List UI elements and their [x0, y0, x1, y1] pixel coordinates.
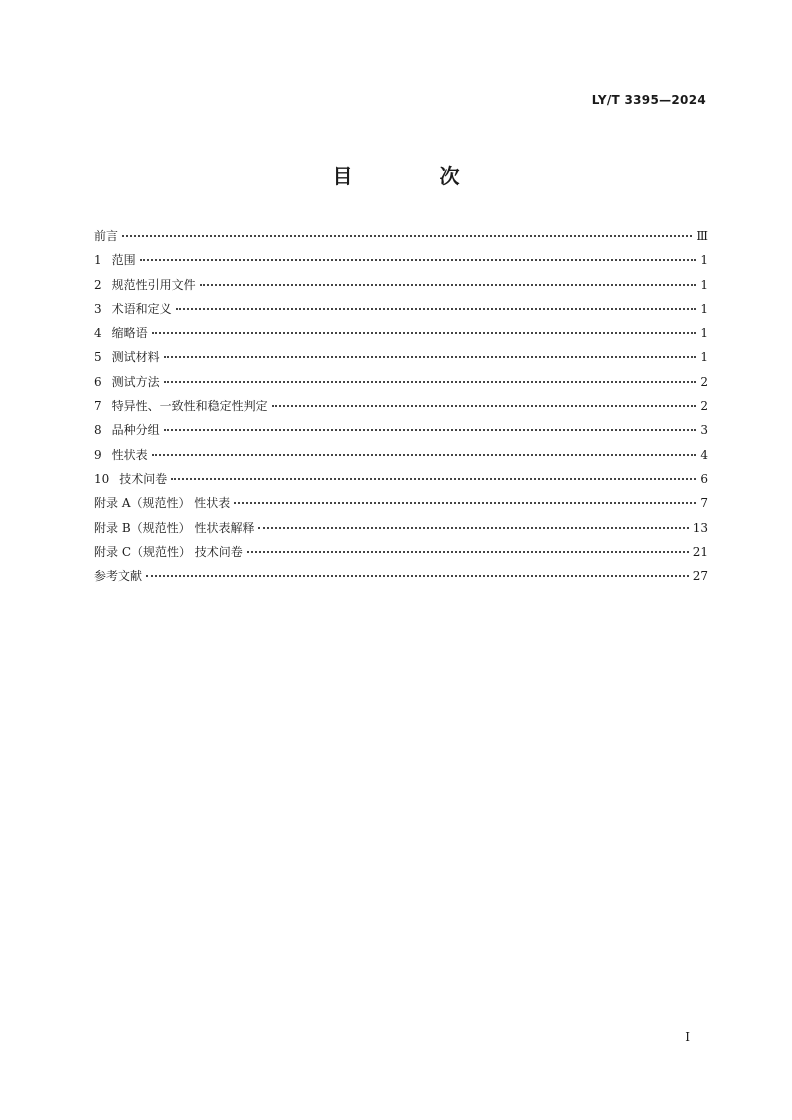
toc-entry-7[interactable] [94, 396, 708, 420]
toc-entry-label [94, 323, 148, 343]
toc-leader-dots [164, 355, 696, 358]
toc-entry-label [94, 396, 268, 416]
toc-entry-label [94, 347, 160, 367]
toc-entry-page: 7 [700, 496, 708, 511]
toc-entry-number: 10 [94, 471, 110, 486]
toc-entry-text: 技术问卷 [119, 471, 168, 486]
toc-entry-label [94, 299, 172, 319]
toc-entry-page: 2 [700, 374, 708, 389]
toc-leader-dots [272, 404, 696, 407]
toc-entry-text: 附录 C（规范性） 技术问卷 [94, 544, 243, 559]
toc-entry-10[interactable] [94, 469, 708, 493]
toc-entry-label [94, 372, 160, 392]
toc-entry-text: 性状表 [111, 447, 148, 462]
toc-entry-label [94, 518, 254, 538]
toc-leader-dots [176, 307, 696, 310]
toc-leader-dots [247, 550, 689, 553]
toc-entry-page: 1 [700, 253, 708, 268]
toc-entry-page: 13 [692, 520, 708, 535]
toc-entry-page: 4 [700, 447, 708, 462]
toc-leader-dots [258, 526, 688, 529]
toc-entry-text: 品种分组 [111, 423, 160, 438]
page-number: I [685, 1030, 690, 1044]
toc-entry-appendix-c[interactable] [94, 542, 708, 566]
toc-entry-label [94, 566, 142, 586]
toc-entry-page: 1 [700, 350, 708, 365]
toc-entry-label [94, 226, 118, 246]
toc-entry-number: 6 [94, 374, 102, 389]
toc-entry-text: 特异性、一致性和稳定性判定 [111, 399, 268, 414]
toc-leader-dots [146, 574, 689, 577]
toc-list [94, 226, 708, 590]
toc-entry-text: 术语和定义 [111, 301, 172, 316]
toc-entry-number: 5 [94, 350, 102, 365]
toc-entry-6[interactable] [94, 372, 708, 396]
toc-entry-page: 21 [692, 544, 708, 559]
toc-leader-dots [171, 477, 696, 480]
toc-entry-text: 规范性引用文件 [111, 277, 196, 292]
toc-entry-references[interactable] [94, 566, 708, 590]
toc-title: 目 次 [332, 164, 500, 188]
toc-entry-number: 4 [94, 326, 102, 341]
toc-entry-label [94, 250, 136, 270]
toc-entry-label [94, 445, 148, 465]
toc-entry-label [94, 542, 243, 562]
toc-leader-dots [164, 428, 696, 431]
toc-entry-text: 测试材料 [111, 350, 160, 365]
toc-entry-2[interactable] [94, 275, 708, 299]
toc-entry-text: 测试方法 [111, 374, 160, 389]
toc-entry-page: 3 [700, 423, 708, 438]
toc-entry-label [94, 420, 160, 440]
toc-entry-text: 参考文献 [94, 569, 143, 584]
toc-entry-appendix-b[interactable] [94, 518, 708, 542]
toc-entry-3[interactable] [94, 299, 708, 323]
toc-entry-number: 9 [94, 447, 102, 462]
toc-entry-4[interactable] [94, 323, 708, 347]
toc-entry-label [94, 493, 230, 513]
toc-entry-number: 3 [94, 301, 102, 316]
toc-entry-label [94, 275, 196, 295]
toc-entry-5[interactable] [94, 347, 708, 371]
toc-entry-text: 前言 [94, 229, 119, 243]
toc-entry-foreword[interactable] [94, 226, 708, 250]
toc-entry-page: 1 [700, 301, 708, 316]
toc-entry-text: 范围 [111, 253, 136, 268]
toc-leader-dots [152, 331, 696, 334]
toc-leader-dots [152, 453, 696, 456]
toc-leader-dots [164, 380, 696, 383]
toc-entry-appendix-a[interactable] [94, 493, 708, 517]
toc-entry-number: 8 [94, 423, 102, 438]
toc-entry-text: 缩略语 [111, 326, 148, 341]
toc-entry-page: 6 [700, 471, 708, 486]
toc-entry-number: 7 [94, 399, 102, 414]
document-code: LY/T 3395—2024 [591, 93, 706, 107]
toc-entry-text: 附录 A（规范性） 性状表 [94, 496, 231, 511]
toc-entry-label [94, 469, 167, 489]
toc-leader-dots [200, 283, 696, 286]
toc-leader-dots [234, 501, 696, 504]
toc-entry-page: 2 [700, 399, 708, 414]
toc-entry-8[interactable] [94, 420, 708, 444]
toc-entry-9[interactable] [94, 445, 708, 469]
toc-leader-dots [140, 258, 696, 261]
toc-entry-page: Ⅲ [696, 229, 708, 243]
toc-entry-page: 1 [700, 277, 708, 292]
toc-leader-dots [122, 234, 692, 237]
toc-entry-1[interactable] [94, 250, 708, 274]
toc-entry-page: 1 [700, 326, 708, 341]
toc-entry-page: 27 [692, 569, 708, 584]
toc-entry-text: 附录 B（规范性） 性状表解释 [94, 520, 255, 535]
toc-entry-number: 2 [94, 277, 102, 292]
toc-entry-number: 1 [94, 253, 102, 268]
